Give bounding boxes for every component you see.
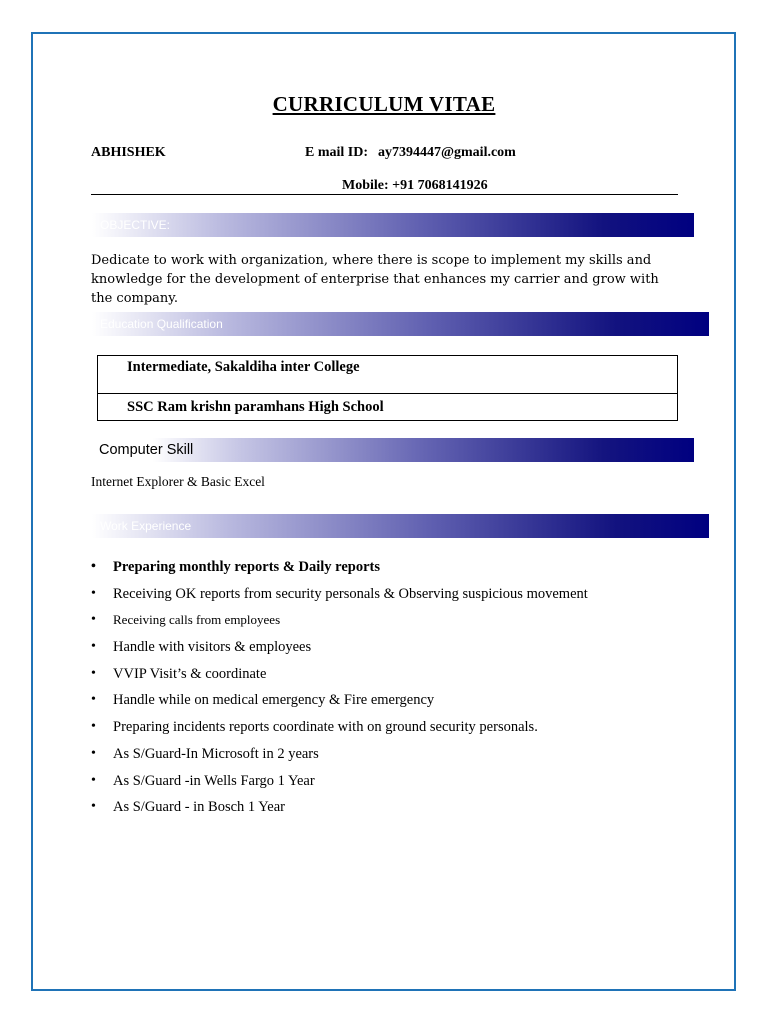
education-heading-band: [92, 312, 709, 336]
computer-skill-heading: Computer Skill: [99, 442, 194, 458]
work-experience-heading: Work Experience: [100, 519, 192, 533]
bullet-icon: •: [91, 612, 96, 628]
list-item-text: As S/Guard - in Bosch 1 Year: [113, 799, 285, 816]
bullet-icon: •: [91, 585, 96, 601]
list-item-text: Handle while on medical emergency & Fire emergency: [113, 692, 435, 709]
bullet-icon: •: [91, 639, 96, 655]
bullet-icon: •: [91, 692, 96, 708]
list-item-text: Receiving calls from employees: [113, 612, 281, 628]
list-item: [91, 717, 711, 744]
candidate-name: ABHISHEK: [91, 145, 166, 160]
list-item: [91, 584, 711, 611]
header-divider: [91, 194, 678, 195]
list-item: [91, 610, 711, 637]
page-border: [31, 32, 736, 991]
objective-heading-band: [92, 213, 694, 237]
objective-text: Dedicate to work with organization, where there is scope to implement my skills and knowledge for the development of enterprise that enhances my carrier and grow with the company.: [91, 253, 659, 306]
list-item: [91, 557, 711, 584]
bullet-icon: •: [91, 665, 96, 681]
education-heading: Education Qualification: [100, 317, 223, 331]
list-item: [91, 664, 711, 691]
document-title: CURRICULUM VITAE: [272, 92, 496, 116]
bullet-icon: •: [91, 719, 96, 735]
objective-heading: OBJECTIVE:: [100, 218, 171, 232]
list-item-text: As S/Guard -in Wells Fargo 1 Year: [113, 772, 315, 789]
list-item-text: As S/Guard-In Microsoft in 2 years: [113, 745, 319, 762]
list-item: [91, 771, 711, 798]
bullet-icon: •: [91, 772, 96, 788]
education-row: Intermediate, Sakaldiha inter College: [127, 359, 360, 375]
list-item: [91, 637, 711, 664]
mobile-number: Mobile: +91 7068141926: [342, 178, 488, 193]
list-item-text: Handle with visitors & employees: [113, 639, 312, 656]
email-address: ay7394447@gmail.com: [378, 145, 516, 160]
computer-skill-heading-band: [92, 438, 694, 462]
bullet-icon: •: [91, 745, 96, 761]
work-experience-list: [91, 557, 711, 824]
bullet-icon: •: [91, 559, 96, 574]
bullet-icon: •: [91, 799, 96, 815]
list-item: [91, 690, 711, 717]
list-item-text: VVIP Visit’s & coordinate: [113, 665, 267, 682]
list-item: [91, 797, 711, 824]
education-table: [97, 355, 678, 421]
list-item: [91, 744, 711, 771]
computer-skill-text: Internet Explorer & Basic Excel: [91, 474, 265, 489]
list-item-text: Preparing incidents reports coordinate with on ground security personals.: [113, 719, 538, 736]
work-experience-heading-band: [92, 514, 709, 538]
list-item-text: Receiving OK reports from security personals & Observing suspicious movement: [113, 585, 588, 602]
email-label: E mail ID:: [305, 145, 368, 160]
list-item-text: Preparing monthly reports & Daily reports: [113, 559, 381, 575]
education-row: SSC Ram krishn paramhans High School: [98, 393, 677, 420]
